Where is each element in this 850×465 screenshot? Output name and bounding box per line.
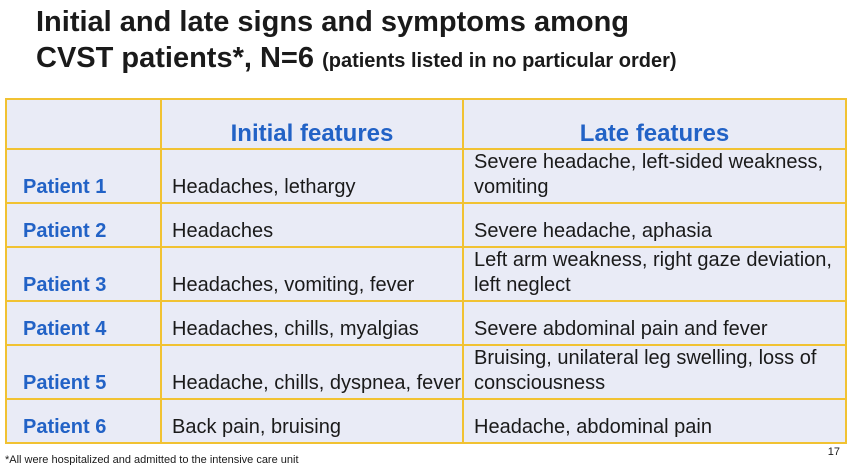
initial-features-cell: Headaches, lethargy bbox=[161, 149, 463, 203]
header-corner bbox=[6, 99, 161, 149]
late-features-cell: Headache, abdominal pain bbox=[463, 399, 846, 443]
table-row bbox=[6, 247, 846, 301]
table-row bbox=[6, 345, 846, 399]
late-features-cell: Bruising, unilateral leg swelling, loss of consciousness bbox=[463, 345, 846, 399]
initial-features-cell: Back pain, bruising bbox=[161, 399, 463, 443]
patient-label: Patient 6 bbox=[6, 399, 161, 443]
patient-label: Patient 5 bbox=[6, 345, 161, 399]
initial-features-cell: Headaches bbox=[161, 203, 463, 247]
late-features-cell: Severe abdominal pain and fever bbox=[463, 301, 846, 345]
header-late-features: Late features bbox=[463, 99, 846, 149]
table-row bbox=[6, 203, 846, 247]
initial-features-cell: Headaches, chills, myalgias bbox=[161, 301, 463, 345]
page-number: 17 bbox=[827, 446, 840, 458]
late-features-cell: Severe headache, left-sided weakness, vomiting bbox=[463, 149, 846, 203]
table-header-row bbox=[6, 99, 846, 149]
title-note: (patients listed in no particular order) bbox=[322, 50, 677, 72]
late-features-cell: Severe headache, aphasia bbox=[463, 203, 846, 247]
initial-features-cell: Headache, chills, dyspnea, fever bbox=[161, 345, 463, 399]
table-row bbox=[6, 399, 846, 443]
patient-label: Patient 1 bbox=[6, 149, 161, 203]
patient-label: Patient 3 bbox=[6, 247, 161, 301]
table-row bbox=[6, 149, 846, 203]
footnote: *All were hospitalized and admitted to the intensive care unit bbox=[5, 454, 299, 465]
table-row bbox=[6, 301, 846, 345]
patient-label: Patient 2 bbox=[6, 203, 161, 247]
late-features-cell: Left arm weakness, right gaze deviation, left neglect bbox=[463, 247, 846, 301]
title-line-2 bbox=[36, 40, 836, 79]
title-main-text: CVST patients*, N=6 bbox=[36, 42, 314, 74]
title-line-1: Initial and late signs and symptoms among bbox=[36, 6, 629, 38]
features-table bbox=[5, 98, 847, 444]
patient-label: Patient 4 bbox=[6, 301, 161, 345]
slide-title bbox=[36, 4, 836, 79]
initial-features-cell: Headaches, vomiting, fever bbox=[161, 247, 463, 301]
header-initial-features: Initial features bbox=[161, 99, 463, 149]
